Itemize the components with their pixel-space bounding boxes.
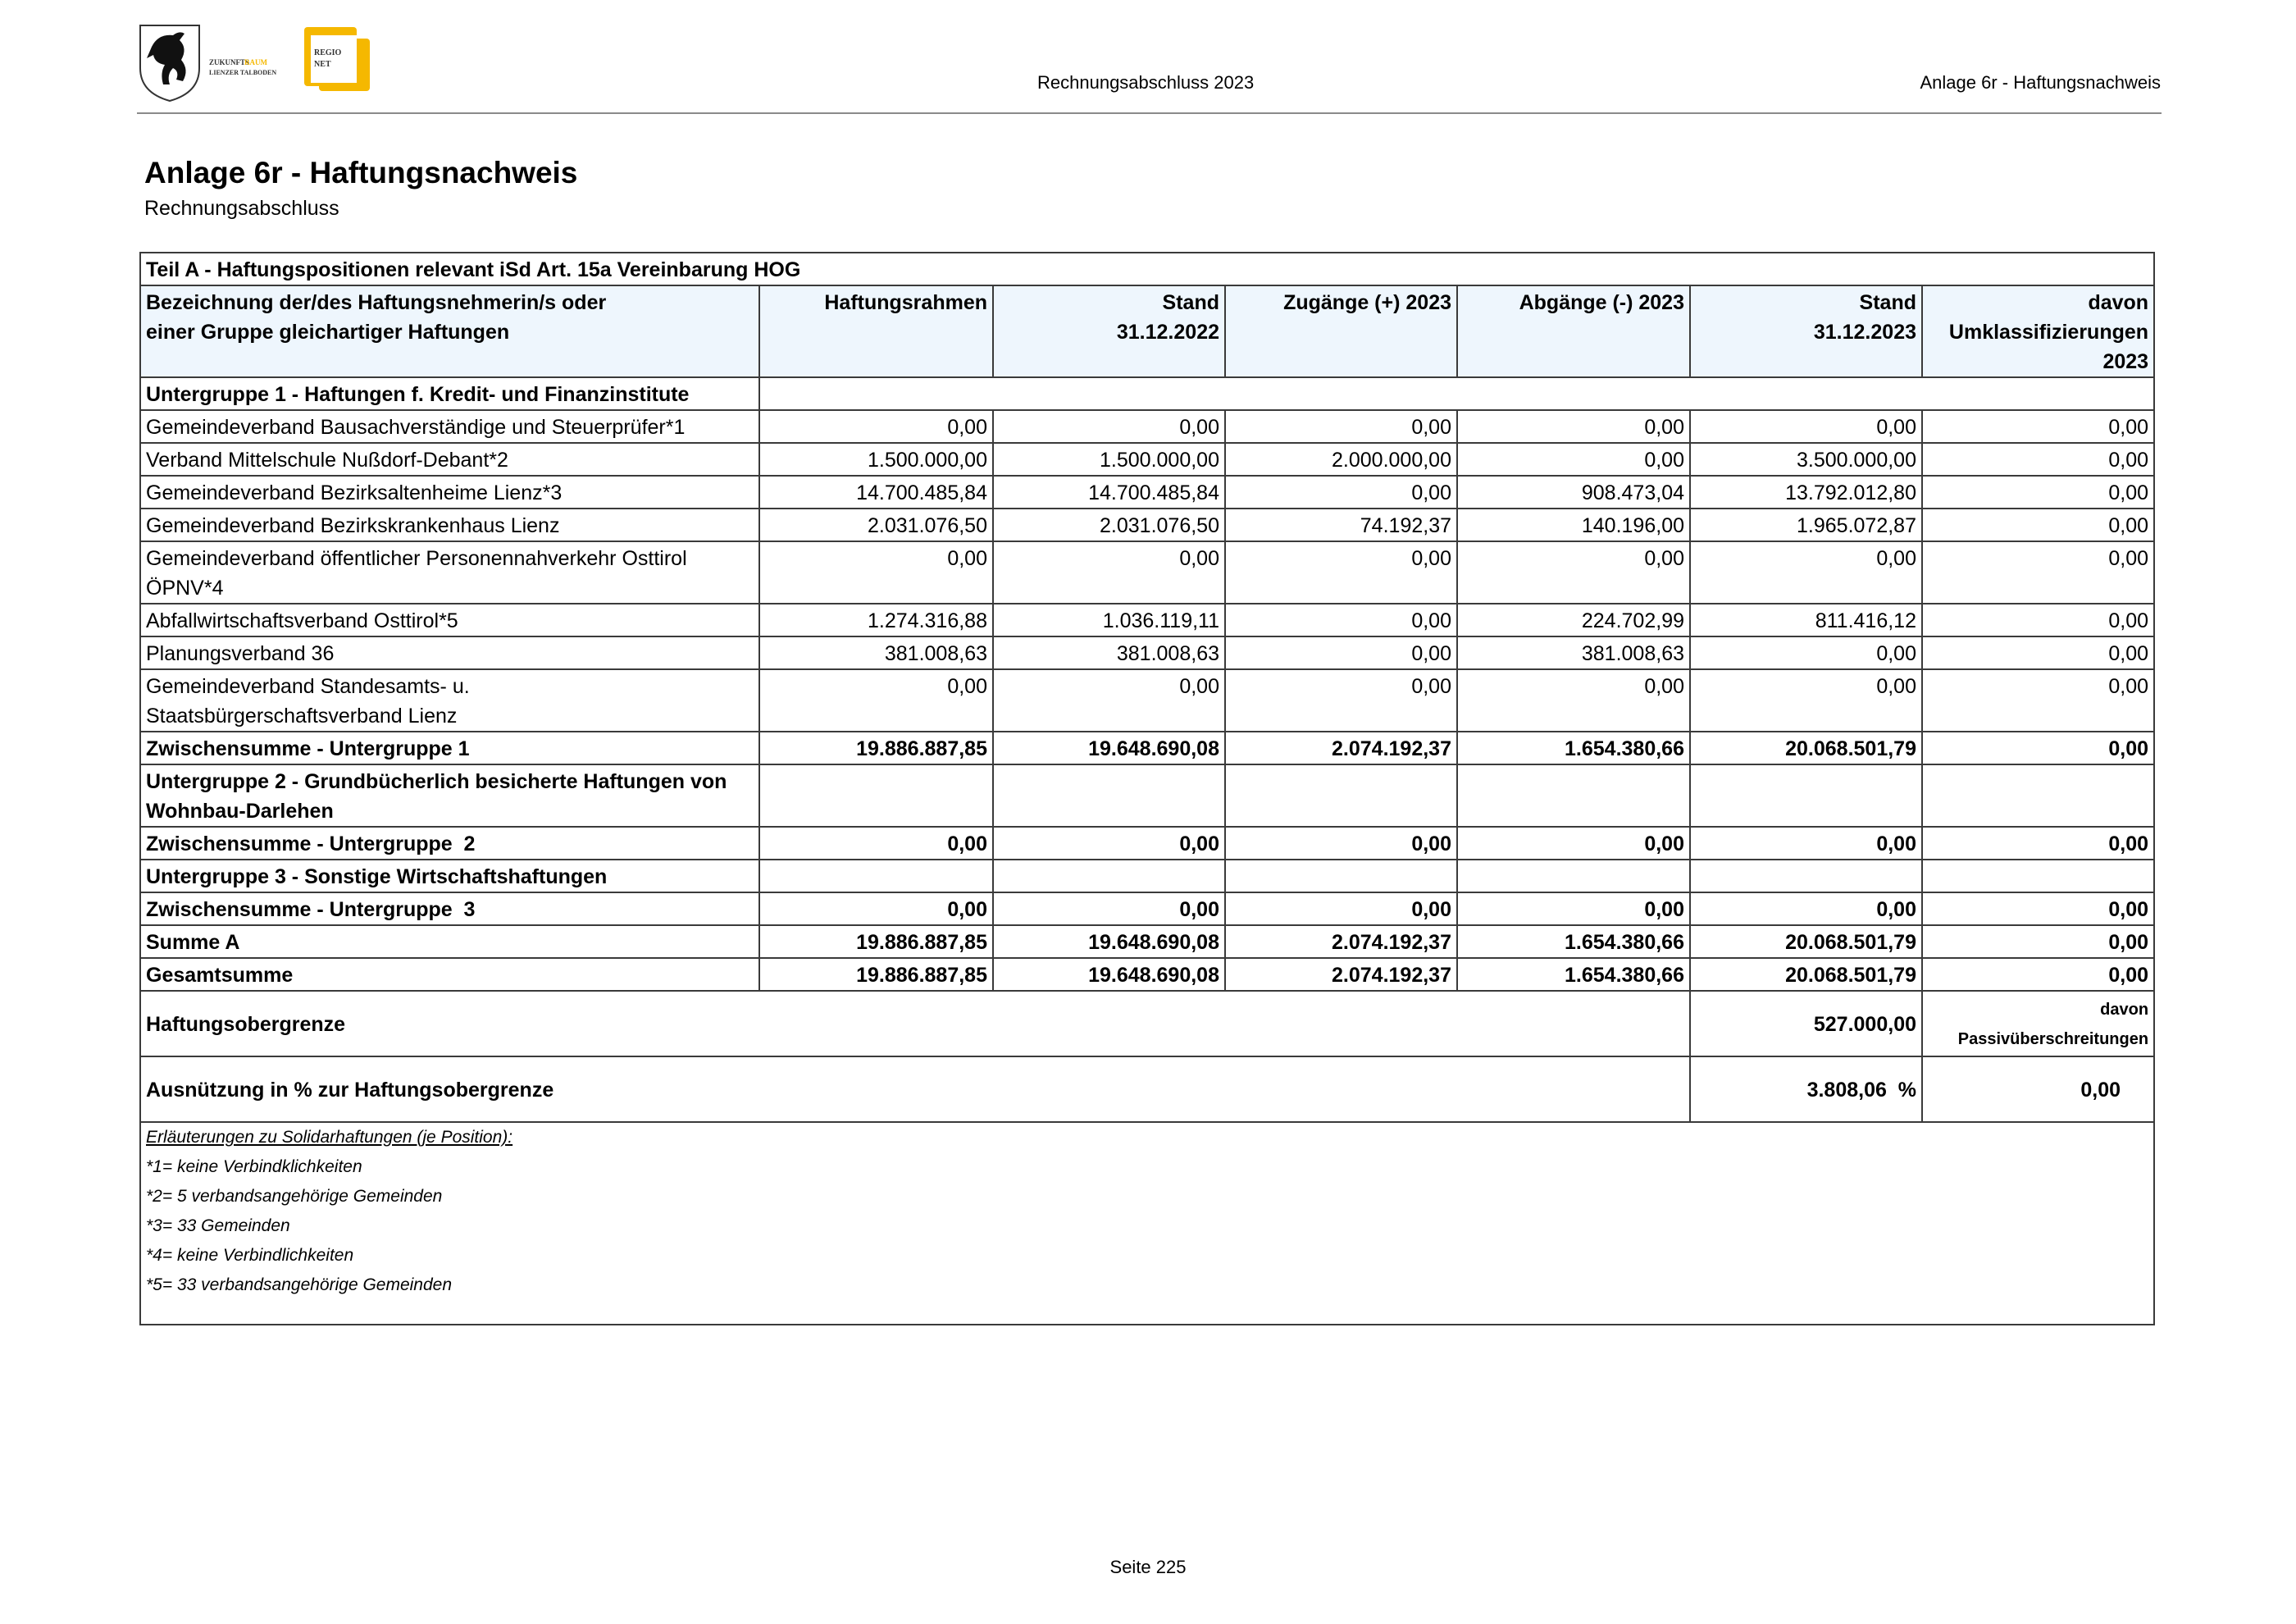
- cell-value: 811.416,12: [1690, 604, 1922, 636]
- cell-value: 14.700.485,84: [993, 476, 1225, 509]
- column-header-haftungsrahmen: Haftungsrahmen: [759, 285, 993, 377]
- svg-text:LIENZER TALBODEN: LIENZER TALBODEN: [209, 69, 277, 76]
- cell-value: 1.654.380,66: [1457, 925, 1690, 958]
- limit-value: 527.000,00: [1690, 991, 1922, 1056]
- limit-row: [140, 991, 2154, 1056]
- utilization-row: [140, 1056, 2154, 1122]
- cell-value: 19.648.690,08: [993, 958, 1225, 991]
- cell-value: 0,00: [1690, 669, 1922, 732]
- cell-value: 224.702,99: [1457, 604, 1690, 636]
- subtotal-row: [140, 827, 2154, 860]
- note-item: *3= 33 Gemeinden: [146, 1216, 290, 1235]
- column-header-abgaenge: Abgänge (-) 2023: [1457, 285, 1690, 377]
- column-header-stand-2023: Stand 31.12.2023: [1690, 285, 1922, 377]
- page-number: Seite 225: [1109, 1557, 1187, 1577]
- row-name: Verband Mittelschule Nußdorf-Debant*2: [140, 443, 759, 476]
- cell-value: 0,00: [1690, 541, 1922, 604]
- cell-value: 0,00: [1922, 925, 2154, 958]
- group-title-row: [140, 860, 2154, 892]
- section-title-row: [140, 253, 2154, 285]
- table-row: [140, 476, 2154, 509]
- cell-value: 0,00: [1225, 636, 1457, 669]
- cell-value: 19.886.887,85: [759, 958, 993, 991]
- liability-table: [139, 252, 2155, 1325]
- cell-value: 1.654.380,66: [1457, 732, 1690, 764]
- table-row: [140, 636, 2154, 669]
- cell-value: 0,00: [1457, 892, 1690, 925]
- cell-value: 0,00: [1922, 636, 2154, 669]
- cell-value: 3.500.000,00: [1690, 443, 1922, 476]
- row-name: Gemeindeverband Standesamts- u. Staatsbürgerschaftsverband Lienz: [140, 669, 759, 732]
- cell-value: 1.965.072,87: [1690, 509, 1922, 541]
- column-header-stand-2022: Stand 31.12.2022: [993, 285, 1225, 377]
- group-title: Untergruppe 2 - Grundbücherlich besicherte Haftungen von Wohnbau-Darlehen: [140, 764, 759, 827]
- header-section-title: Anlage 6r - Haftungsnachweis: [1920, 72, 2161, 93]
- cell-value: 0,00: [1922, 669, 2154, 732]
- cell-value: 0,00: [1225, 410, 1457, 443]
- cell-value: 0,00: [1922, 541, 2154, 604]
- cell-value: 1.500.000,00: [759, 443, 993, 476]
- cell-value: 19.886.887,85: [759, 732, 993, 764]
- cell-value: 140.196,00: [1457, 509, 1690, 541]
- total-row: [140, 958, 2154, 991]
- cell-value: 2.031.076,50: [759, 509, 993, 541]
- subtotal-row: [140, 732, 2154, 764]
- note-item: *2= 5 verbandsangehörige Gemeinden: [146, 1187, 443, 1206]
- sum-a-row: [140, 925, 2154, 958]
- cell-value: 19.648.690,08: [993, 925, 1225, 958]
- header-document-title: Rechnungsabschluss 2023: [1037, 72, 1255, 93]
- table-row: [140, 410, 2154, 443]
- row-name: Gesamtsumme: [140, 958, 759, 991]
- cell-value: 0,00: [759, 892, 993, 925]
- cell-value: 0,00: [1690, 410, 1922, 443]
- cell-value: 0,00: [1457, 410, 1690, 443]
- cell-value: 0,00: [759, 541, 993, 604]
- row-name: Gemeindeverband Bausachverständige und Steuerprüfer*1: [140, 410, 759, 443]
- table-row: [140, 604, 2154, 636]
- cell-value: 20.068.501,79: [1690, 732, 1922, 764]
- cell-value: 0,00: [1922, 509, 2154, 541]
- cell-value: 1.654.380,66: [1457, 958, 1690, 991]
- cell-value: 0,00: [1922, 410, 2154, 443]
- excess-value: 0,00: [1922, 1056, 2154, 1122]
- svg-text:ZUKUNFTS: ZUKUNFTS: [209, 58, 250, 66]
- cell-value: 381.008,63: [993, 636, 1225, 669]
- cell-value: 0,00: [1457, 669, 1690, 732]
- cell-value: 14.700.485,84: [759, 476, 993, 509]
- row-name: Planungsverband 36: [140, 636, 759, 669]
- cell-value: 0,00: [1225, 669, 1457, 732]
- group-title-row: [140, 377, 2154, 410]
- cell-value: 0,00: [993, 410, 1225, 443]
- cell-value: 0,00: [1225, 892, 1457, 925]
- cell-value: 0,00: [1457, 443, 1690, 476]
- cell-value: 19.886.887,85: [759, 925, 993, 958]
- column-header-name: Bezeichnung der/des Haftungsnehmerin/s oder einer Gruppe gleichartiger Haftungen: [140, 285, 759, 377]
- page-subtitle: Rechnungsabschluss: [144, 197, 339, 220]
- cell-value: 0,00: [993, 827, 1225, 860]
- cell-value: 0,00: [1922, 604, 2154, 636]
- organization-logo: [137, 22, 371, 103]
- table-row: [140, 443, 2154, 476]
- cell-value: 20.068.501,79: [1690, 958, 1922, 991]
- cell-value: 1.500.000,00: [993, 443, 1225, 476]
- cell-value: 381.008,63: [1457, 636, 1690, 669]
- cell-value: 0,00: [1225, 604, 1457, 636]
- table-row: [140, 669, 2154, 732]
- cell-value: 0,00: [1690, 827, 1922, 860]
- cell-value: 1.036.119,11: [993, 604, 1225, 636]
- cell-value: 908.473,04: [1457, 476, 1690, 509]
- row-name: Gemeindeverband öffentlicher Personennahverkehr Osttirol ÖPNV*4: [140, 541, 759, 604]
- cell-value: 2.074.192,37: [1225, 925, 1457, 958]
- cell-value: 1.274.316,88: [759, 604, 993, 636]
- cell-value: 20.068.501,79: [1690, 925, 1922, 958]
- cell-value: 381.008,63: [759, 636, 993, 669]
- notes-row: [140, 1122, 2154, 1325]
- cell-value: 0,00: [759, 669, 993, 732]
- row-name: Zwischensumme - Untergruppe 2: [140, 827, 759, 860]
- cell-value: 0,00: [1922, 443, 2154, 476]
- cell-value: 0,00: [1225, 541, 1457, 604]
- cell-value: 0,00: [1457, 827, 1690, 860]
- svg-text:REGIO: REGIO: [314, 48, 342, 57]
- note-item: *4= keine Verbindlichkeiten: [146, 1246, 354, 1265]
- header-divider: [137, 112, 2162, 114]
- cell-value: 0,00: [993, 892, 1225, 925]
- table-row: [140, 541, 2154, 604]
- cell-value: 0,00: [759, 410, 993, 443]
- table-row: [140, 509, 2154, 541]
- row-name: Zwischensumme - Untergruppe 3: [140, 892, 759, 925]
- column-header-umklassifizierungen: davon Umklassifizierungen 2023: [1922, 285, 2154, 377]
- group-title-row: [140, 764, 2154, 827]
- table-header-row: [140, 285, 2154, 377]
- cell-value: 2.000.000,00: [1225, 443, 1457, 476]
- utilization-label: Ausnützung in % zur Haftungsobergrenze: [140, 1056, 1690, 1122]
- row-name: Zwischensumme - Untergruppe 1: [140, 732, 759, 764]
- cell-value: 74.192,37: [1225, 509, 1457, 541]
- cell-value: 0,00: [1922, 892, 2154, 925]
- cell-value: 2.074.192,37: [1225, 732, 1457, 764]
- cell-value: 0,00: [759, 827, 993, 860]
- cell-value: 2.031.076,50: [993, 509, 1225, 541]
- cell-value: 13.792.012,80: [1690, 476, 1922, 509]
- cell-value: 0,00: [1690, 892, 1922, 925]
- limit-note: davon Passivüberschreitungen: [1922, 991, 2154, 1056]
- utilization-value: 3.808,06 %: [1690, 1056, 1922, 1122]
- cell-value: 0,00: [1922, 958, 2154, 991]
- row-name: Abfallwirtschaftsverband Osttirol*5: [140, 604, 759, 636]
- svg-text:NET: NET: [314, 60, 331, 69]
- note-item: *5= 33 verbandsangehörige Gemeinden: [146, 1275, 453, 1294]
- row-name: Gemeindeverband Bezirkskrankenhaus Lienz: [140, 509, 759, 541]
- row-name: Gemeindeverband Bezirksaltenheime Lienz*3: [140, 476, 759, 509]
- limit-label: Haftungsobergrenze: [140, 991, 1690, 1056]
- svg-text:RAUM: RAUM: [244, 58, 267, 66]
- notes-cell: [140, 1122, 2154, 1325]
- cell-value: 0,00: [1225, 827, 1457, 860]
- cell-value: 0,00: [1922, 476, 2154, 509]
- section-title: Teil A - Haftungspositionen relevant iSd Art. 15a Vereinbarung HOG: [140, 253, 2154, 285]
- group-title: Untergruppe 1 - Haftungen f. Kredit- und Finanzinstitute: [140, 377, 759, 410]
- cell-value: 0,00: [1225, 476, 1457, 509]
- group-title: Untergruppe 3 - Sonstige Wirtschaftshaftungen: [140, 860, 759, 892]
- row-name: Summe A: [140, 925, 759, 958]
- cell-value: 0,00: [1922, 732, 2154, 764]
- cell-value: 0,00: [993, 669, 1225, 732]
- cell-value: 0,00: [1457, 541, 1690, 604]
- cell-value: 0,00: [1922, 827, 2154, 860]
- note-item: *1= keine Verbindklichkeiten: [146, 1157, 362, 1176]
- column-header-zugaenge: Zugänge (+) 2023: [1225, 285, 1457, 377]
- cell-value: 0,00: [993, 541, 1225, 604]
- notes-heading: Erläuterungen zu Solidarhaftungen (je Position):: [146, 1128, 513, 1147]
- subtotal-row: [140, 892, 2154, 925]
- page-title: Anlage 6r - Haftungsnachweis: [144, 156, 578, 189]
- cell-value: 0,00: [1690, 636, 1922, 669]
- cell-value: 19.648.690,08: [993, 732, 1225, 764]
- cell-value: 2.074.192,37: [1225, 958, 1457, 991]
